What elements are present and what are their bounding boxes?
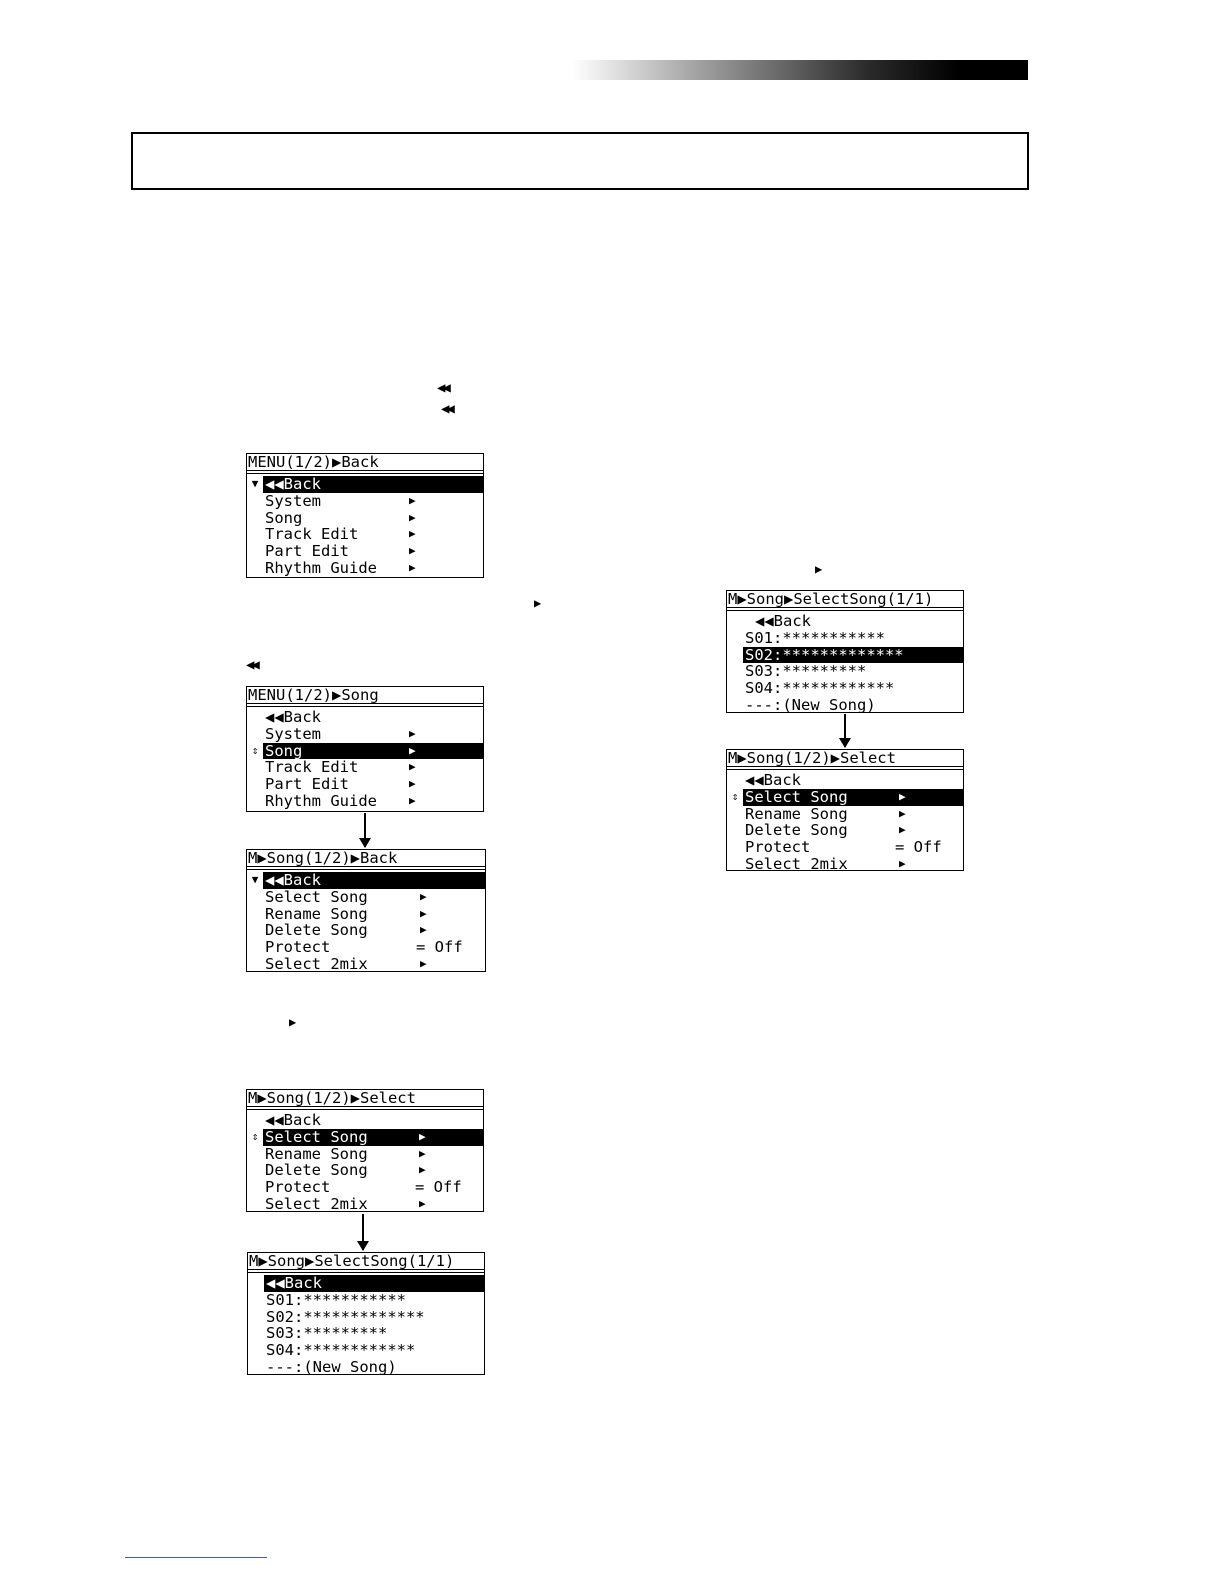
submenu-arrow-icon: ▶: [409, 726, 416, 740]
list-item-song[interactable]: [248, 1325, 484, 1342]
menu-item-label: Rename Song: [265, 1144, 368, 1163]
menu-item-song[interactable]: [247, 743, 483, 760]
menu-item-label: Delete Song: [745, 821, 848, 840]
menu-item-label: ◀◀Back: [265, 1111, 321, 1129]
list-item-label: S01:***********: [745, 628, 885, 647]
menu-item-label: ◀◀Back: [263, 872, 485, 889]
rewind-icon: ◀◀: [246, 657, 257, 673]
list-item-song[interactable]: [248, 1342, 484, 1359]
section-title-box: [131, 132, 1029, 190]
menu-item-label: Select Song: [263, 1129, 483, 1146]
list-item-label: ◀◀Back: [264, 1275, 484, 1292]
menu-item-part-edit[interactable]: [247, 776, 483, 793]
list-item-label: S02:*************: [266, 1307, 425, 1326]
menu-item-label: Select 2mix: [745, 854, 848, 873]
menu-item-select-2mix[interactable]: [247, 956, 485, 973]
menu-item-protect[interactable]: [247, 1179, 483, 1196]
list-item-song[interactable]: [248, 1292, 484, 1309]
menu-item-label: Select 2mix: [265, 1194, 368, 1213]
lcd-title: MENU(1/2)▶Song: [247, 687, 483, 704]
menu-item-song[interactable]: [247, 510, 483, 527]
submenu-arrow-icon: ▶: [420, 906, 427, 920]
menu-item-back[interactable]: [727, 772, 963, 789]
lcd-title: M▶Song(1/2)▶Select: [247, 1090, 483, 1107]
lcd-title: M▶Song▶SelectSong(1/1): [727, 591, 963, 608]
submenu-arrow-icon: ▶: [419, 1163, 426, 1177]
list-item-back[interactable]: [727, 613, 963, 630]
lcd-song-back: [246, 849, 486, 972]
menu-item-label: Protect: [265, 1178, 331, 1197]
submenu-arrow-icon: ▶: [899, 789, 906, 803]
menu-item-label: ◀◀Back: [265, 708, 321, 726]
menu-item-label: Part Edit: [265, 775, 349, 794]
menu-item-select-song[interactable]: [247, 889, 485, 906]
menu-item-rename-song[interactable]: [247, 906, 485, 923]
submenu-arrow-icon: ▶: [420, 956, 427, 970]
menu-item-part-edit[interactable]: [247, 543, 483, 560]
scroll-down-icon: ▼: [251, 873, 259, 886]
submenu-arrow-icon: ▶: [409, 760, 416, 774]
menu-item-label: Song: [263, 743, 483, 760]
play-icon: ▶: [289, 1015, 297, 1029]
menu-item-delete-song[interactable]: [247, 1162, 483, 1179]
list-item-label: S04:************: [266, 1341, 416, 1360]
scroll-updown-icon: ⇕: [251, 1129, 259, 1143]
lcd-title: M▶Song▶SelectSong(1/1): [248, 1253, 484, 1270]
submenu-arrow-icon: ▶: [420, 923, 427, 937]
menu-item-label: Delete Song: [265, 1161, 368, 1180]
list-item-song[interactable]: [727, 663, 963, 680]
submenu-arrow-icon: ▶: [409, 743, 416, 757]
menu-item-select-song[interactable]: [727, 789, 963, 806]
menu-item-track-edit[interactable]: [247, 526, 483, 543]
footer-link-underline: [125, 1557, 267, 1558]
list-item-song[interactable]: [727, 630, 963, 647]
menu-item-rename-song[interactable]: [247, 1146, 483, 1163]
submenu-arrow-icon: ▶: [409, 560, 416, 574]
menu-item-label: Rename Song: [265, 904, 368, 923]
rewind-icon: ◀◀: [441, 401, 452, 417]
list-item-label: S02:*************: [743, 647, 963, 664]
protect-value: = Off: [415, 1178, 462, 1197]
scroll-updown-icon: ⇕: [251, 743, 259, 757]
scroll-down-icon: ▼: [251, 477, 259, 490]
lcd-select-song-list-s02: [726, 590, 964, 713]
menu-item-rhythm-guide[interactable]: [247, 793, 483, 810]
menu-item-label: Select Song: [743, 789, 963, 806]
menu-item-label: Protect: [265, 938, 331, 957]
menu-item-back[interactable]: [247, 872, 485, 889]
flow-arrow: [844, 714, 846, 747]
submenu-arrow-icon: ▶: [409, 793, 416, 807]
menu-item-label: Rhythm Guide: [265, 791, 377, 810]
menu-item-label: Rhythm Guide: [265, 558, 377, 577]
lcd-title: M▶Song(1/2)▶Back: [247, 850, 485, 867]
list-item-label: ◀◀Back: [755, 612, 811, 630]
menu-item-select-2mix[interactable]: [247, 1196, 483, 1213]
menu-item-select-song[interactable]: [247, 1129, 483, 1146]
menu-item-delete-song[interactable]: [727, 822, 963, 839]
list-item-label: S01:***********: [266, 1290, 406, 1309]
protect-value: = Off: [895, 838, 942, 857]
submenu-arrow-icon: ▶: [419, 1146, 426, 1160]
menu-item-delete-song[interactable]: [247, 922, 485, 939]
menu-item-protect[interactable]: [247, 939, 485, 956]
header-gradient-bar: [572, 60, 1028, 80]
list-item-song[interactable]: [727, 680, 963, 697]
list-item-label: ---:(New Song): [745, 695, 876, 714]
lcd-menu-song: [246, 686, 484, 812]
list-item-label: S03:*********: [745, 662, 867, 681]
lcd-title: M▶Song(1/2)▶Select: [727, 750, 963, 767]
play-icon: ▶: [534, 596, 542, 610]
menu-item-label: Protect: [745, 838, 811, 857]
submenu-arrow-icon: ▶: [409, 510, 416, 524]
menu-item-label: ◀◀Back: [745, 771, 801, 789]
menu-item-system[interactable]: [247, 726, 483, 743]
lcd-song-select: [246, 1089, 484, 1212]
play-icon: ▶: [815, 562, 823, 576]
rewind-icon: ◀◀: [437, 380, 448, 396]
menu-item-label: System: [265, 724, 321, 743]
submenu-arrow-icon: ▶: [899, 823, 906, 837]
protect-value: = Off: [416, 938, 463, 957]
menu-item-back[interactable]: [247, 476, 483, 493]
menu-item-track-edit[interactable]: [247, 759, 483, 776]
list-item-new-song[interactable]: [248, 1359, 484, 1376]
lcd-song-select-right: [726, 749, 964, 871]
submenu-arrow-icon: ▶: [409, 544, 416, 558]
submenu-arrow-icon: ▶: [409, 493, 416, 507]
submenu-arrow-icon: ▶: [409, 527, 416, 541]
menu-item-label: ◀◀Back: [263, 476, 483, 493]
submenu-arrow-icon: ▶: [419, 1129, 426, 1143]
scroll-updown-icon: ⇕: [731, 789, 739, 803]
menu-item-label: Track Edit: [265, 758, 359, 777]
submenu-arrow-icon: ▶: [419, 1196, 426, 1210]
submenu-arrow-icon: ▶: [420, 889, 427, 903]
menu-item-label: Track Edit: [265, 525, 359, 544]
flow-arrow: [364, 813, 366, 847]
menu-item-rhythm-guide[interactable]: [247, 560, 483, 577]
menu-item-protect[interactable]: [727, 839, 963, 856]
menu-item-label: Song: [265, 508, 303, 527]
lcd-title: MENU(1/2)▶Back: [247, 454, 483, 471]
submenu-arrow-icon: ▶: [899, 856, 906, 870]
list-item-song[interactable]: [248, 1309, 484, 1326]
menu-item-back[interactable]: [247, 709, 483, 726]
menu-item-system[interactable]: [247, 493, 483, 510]
menu-item-back[interactable]: [247, 1112, 483, 1129]
submenu-arrow-icon: ▶: [899, 806, 906, 820]
list-item-label: S03:*********: [266, 1324, 388, 1343]
menu-item-label: Part Edit: [265, 542, 349, 561]
flow-arrow: [362, 1214, 364, 1250]
list-item-back[interactable]: [248, 1275, 484, 1292]
submenu-arrow-icon: ▶: [409, 777, 416, 791]
menu-item-label: System: [265, 491, 321, 510]
list-item-label: S04:************: [745, 679, 895, 698]
menu-item-select-2mix[interactable]: [727, 856, 963, 873]
lcd-select-song-list: [247, 1252, 485, 1375]
menu-item-label: Rename Song: [745, 804, 848, 823]
menu-item-label: Select Song: [265, 887, 368, 906]
lcd-menu-back: [246, 453, 484, 578]
menu-item-label: Select 2mix: [265, 954, 368, 973]
list-item-new-song[interactable]: [727, 697, 963, 714]
menu-item-rename-song[interactable]: [727, 806, 963, 823]
list-item-song-selected[interactable]: [727, 647, 963, 664]
list-item-label: ---:(New Song): [266, 1357, 397, 1376]
menu-item-label: Delete Song: [265, 921, 368, 940]
